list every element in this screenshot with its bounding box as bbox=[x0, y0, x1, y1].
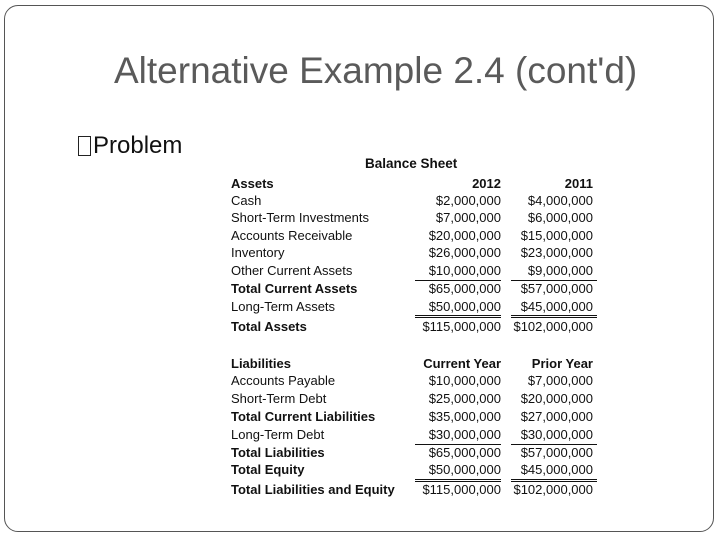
row-value-prior: $57,000,000 bbox=[520, 445, 593, 460]
row-value-current: $50,000,000 bbox=[428, 462, 501, 477]
row-label: Short-Term Debt bbox=[231, 391, 327, 406]
table-row bbox=[231, 444, 597, 461]
row-value-2012: $26,000,000 bbox=[428, 245, 501, 260]
row-value-current: $35,000,000 bbox=[428, 409, 501, 424]
row-value-2012: $20,000,000 bbox=[428, 228, 501, 243]
row-value-current: $115,000,000 bbox=[422, 482, 501, 497]
liabilities-header-col1: Current Year bbox=[423, 356, 501, 371]
table-row bbox=[231, 227, 597, 244]
row-value-prior: $20,000,000 bbox=[520, 391, 593, 406]
row-value-prior: $7,000,000 bbox=[527, 373, 593, 388]
table-row bbox=[231, 390, 597, 407]
table-row bbox=[231, 298, 597, 315]
row-value-2012: $7,000,000 bbox=[435, 210, 501, 225]
table-row bbox=[231, 192, 597, 209]
row-label: Total Liabilities bbox=[231, 445, 325, 460]
liabilities-header-label: Liabilities bbox=[231, 356, 291, 371]
row-label: Long-Term Assets bbox=[231, 299, 336, 314]
row-value-2012: $2,000,000 bbox=[435, 193, 501, 208]
row-value-current: $65,000,000 bbox=[428, 445, 501, 460]
row-label: Accounts Payable bbox=[231, 373, 336, 388]
assets-header-col1: 2012 bbox=[472, 176, 501, 191]
table-row bbox=[231, 372, 597, 389]
row-label: Accounts Receivable bbox=[231, 228, 353, 243]
table-row bbox=[231, 461, 597, 478]
slide-title: Alternative Example 2.4 (cont'd) bbox=[114, 50, 638, 91]
row-value-current: $25,000,000 bbox=[428, 391, 501, 406]
row-value-2012: $115,000,000 bbox=[422, 319, 501, 334]
table-row bbox=[231, 408, 597, 425]
row-value-2011: $6,000,000 bbox=[527, 210, 593, 225]
balance-sheet-title: Balance Sheet bbox=[365, 156, 458, 171]
row-label: Other Current Assets bbox=[231, 263, 353, 278]
assets-header-row bbox=[231, 175, 597, 192]
row-label: Total Current Liabilities bbox=[231, 409, 376, 424]
row-value-2012: $50,000,000 bbox=[428, 299, 501, 314]
liabilities-header-col2: Prior Year bbox=[531, 356, 593, 371]
table-row bbox=[231, 262, 597, 279]
row-value-2012: $10,000,000 bbox=[428, 263, 501, 278]
row-label: Total Current Assets bbox=[231, 281, 358, 296]
row-value-prior: $102,000,000 bbox=[513, 482, 593, 497]
bullet-box-icon bbox=[78, 136, 91, 156]
table-row bbox=[231, 426, 597, 443]
row-value-prior: $27,000,000 bbox=[520, 409, 593, 424]
table-row bbox=[231, 481, 597, 498]
row-value-2012: $65,000,000 bbox=[428, 281, 501, 296]
row-label: Short-Term Investments bbox=[231, 210, 369, 225]
row-value-current: $10,000,000 bbox=[428, 373, 501, 388]
row-value-current: $30,000,000 bbox=[428, 427, 501, 442]
assets-header-label: Assets bbox=[231, 176, 274, 191]
liabilities-header-row bbox=[231, 355, 597, 372]
row-value-2011: $4,000,000 bbox=[527, 193, 593, 208]
row-label: Total Equity bbox=[231, 462, 305, 477]
row-value-2011: $23,000,000 bbox=[520, 245, 593, 260]
bullet-item bbox=[78, 132, 182, 160]
table-row bbox=[231, 318, 597, 335]
assets-header-col2: 2011 bbox=[564, 176, 593, 191]
row-value-2011: $57,000,000 bbox=[520, 281, 593, 296]
table-row bbox=[231, 244, 597, 261]
row-value-2011: $102,000,000 bbox=[513, 319, 593, 334]
row-value-2011: $45,000,000 bbox=[520, 299, 593, 314]
row-label: Cash bbox=[231, 193, 262, 208]
table-row bbox=[231, 209, 597, 226]
row-value-2011: $9,000,000 bbox=[527, 263, 593, 278]
row-value-prior: $30,000,000 bbox=[520, 427, 593, 442]
row-label: Inventory bbox=[231, 245, 285, 260]
bullet-text: Problem bbox=[93, 132, 183, 159]
table-row bbox=[231, 280, 597, 297]
row-value-prior: $45,000,000 bbox=[520, 462, 593, 477]
row-value-2011: $15,000,000 bbox=[520, 228, 593, 243]
row-label: Long-Term Debt bbox=[231, 427, 325, 442]
row-label: Total Assets bbox=[231, 319, 307, 334]
row-label: Total Liabilities and Equity bbox=[231, 482, 395, 497]
